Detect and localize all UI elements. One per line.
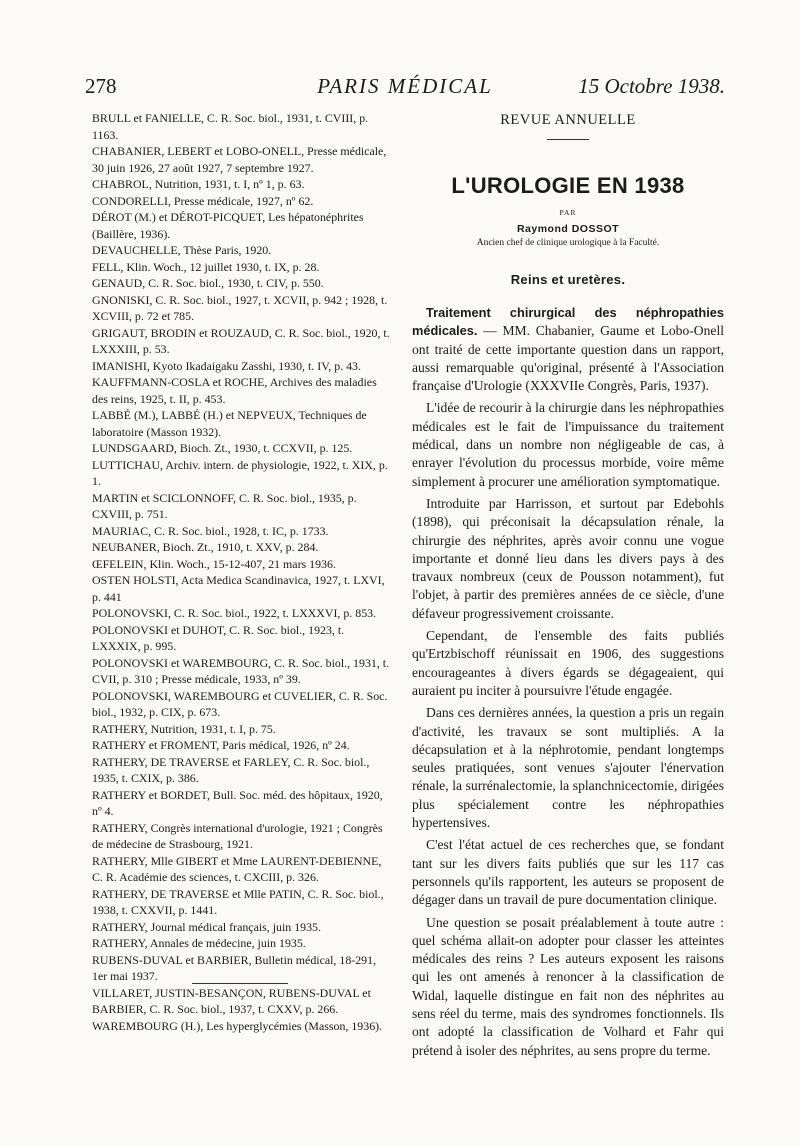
article-title: L'UROLOGIE EN 1938 [451,173,685,198]
reference-item: MARTIN et SCICLONNOFF, C. R. Soc. biol., 1935, p. CXVIII, p. 751. [92,490,357,521]
reference-item: CHABROL, Nutrition, 1931, t. I, nº 1, p. 63. [92,177,305,191]
reference-item: IMANISHI, Kyoto Ikadaigaku Zasshi, 1930, t. IV, p. 43. [92,358,361,373]
reference-item: RATHERY, Congrès international d'urologie, 1921 ; Congrès de médecine de Strasbourg, 1921. [92,820,383,851]
reference-item: GRIGAUT, BRODIN et ROUZAUD, C. R. Soc. biol., 1920, t. LXXXIII, p. 53. [92,325,390,356]
page-number: 278 [85,74,117,98]
reference-item: RATHERY, DE TRAVERSE et Mlle PATIN, C. R. Soc. biol., 1938, t. CXXVII, p. 1441. [92,886,384,917]
reference-item: RUBENS-DUVAL et BARBIER, Bulletin médical, 18-291, 1er mai 1937. [92,952,377,983]
reference-item: FELL, Klin. Woch., 12 juillet 1930, t. IX, p. 28. [92,259,320,274]
reference-item: RATHERY et FROMENT, Paris médical, 1926, nº 24. [92,738,350,752]
reference-item: NEUBANER, Bioch. Zt., 1910, t. XXV, p. 284. [92,540,319,554]
references-column [92,110,392,1034]
page-header [85,74,725,104]
reference-item: MAURIAC, C. R. Soc. biol., 1928, t. IC, p. 1733. [92,523,329,538]
author-name: Raymond DOSSOT [516,223,620,235]
reference-item: RATHERY, DE TRAVERSE et FARLEY, C. R. Soc. biol., 1935, t. CXIX, p. 386. [92,754,370,785]
reference-item: DÉROT (M.) et DÉROT-PICQUET, Les hépatonéphrites (Baillère, 1936). [92,210,364,241]
reference-item: WAREMBOURG (H.), Les hyperglycémies (Masson, 1936). [92,1018,383,1033]
reference-item: POLONOVSKI et DUHOT, C. R. Soc. biol., 1923, t. LXXXIX, p. 995. [92,622,345,653]
references-end-divider [192,983,288,984]
issue-date: 15 Octobre 1938. [578,74,725,98]
paragraph: Introduite par Harrisson, et surtout par Edebohls (1898), qui préconisait la décapsulation rénale, la chirurgie des néphrites, après avoir connu une vogue importante et donné lieu dans les divers pays à des travaux nombreux (ceux de Pousson notamment), fut l'objet, à partir des premières années de ce siècle, d'une défaveur progressivement croissante. [412,495,724,621]
reference-item: RATHERY, Journal médical français, juin 1935. [92,919,321,934]
reference-item: ŒFELEIN, Klin. Woch., 15-12-407, 21 mars 1936. [92,556,336,571]
section-heading: Reins et uretères. [510,272,626,287]
reference-item: CHABANIER, LEBERT et LOBO-ONELL, Presse médicale, 30 juin 1926, 27 août 1927, 7 septembre 1927. [92,144,387,175]
reference-item: RATHERY, Mlle GIBERT et Mme LAURENT-DEBIENNE, C. R. Académie des sciences, t. CXCIII, p. 326. [92,853,382,884]
reference-item: DEVAUCHELLE, Thèse Paris, 1920. [92,243,272,257]
paragraph-lead: Traitement chirurgical des néphropathies médicales. [412,305,724,339]
rubric-divider [547,139,589,140]
reference-item: POLONOVSKI, WAREMBOURG et CUVELIER, C. R. Soc. biol., 1932, p. CIX, p. 673. [92,688,388,719]
paragraph: L'idée de recourir à la chirurgie dans les néphropathies médicales est le fait de l'impuissance du traitement médical, dans un nombre non négligeable de cas, à enrayer l'évolution du processus morbide, voire même simplement à procurer une amélioration symptomatique. [412,400,724,489]
paragraph: Cependant, de l'ensemble des faits publiés qu'Ertzbischoff réunissait en 1906, des suggestions encourageantes à divers égards se dégageaient, qui auraient pu inciter à poursuivre l'étude engagée. [412,628,724,698]
by-label: PAR [559,208,577,217]
paragraph: C'est l'état actuel de ces recherches que, se fondant tant sur les divers faits publiés que sur les 117 cas personnels qu'ils rapportent, les auteurs se proposent de dégager dans un travail de pure documentation clinique. [412,837,724,908]
reference-item: POLONOVSKI et WAREMBOURG, C. R. Soc. biol., 1931, t. CVII, p. 310 ; Presse médicale, 1933, nº 39. [92,655,390,686]
rubric-heading: REVUE ANNUELLE [500,112,636,128]
article-column [412,110,724,1064]
reference-item: OSTEN HOLSTI, Acta Medica Scandinavica, 1927, t. LXVI, p. 441 [92,573,385,604]
reference-item: BRULL et FANIELLE, C. R. Soc. biol., 1931, t. CVIII, p. 1163. [92,111,369,142]
article-body [412,304,724,1060]
reference-item: POLONOVSKI, C. R. Soc. biol., 1922, t. LXXXVI, p. 853. [92,606,377,620]
reference-item: LUTTICHAU, Archiv. intern. de physiologie, 1922, t. XIX, p. 1. [92,457,388,488]
reference-item: GENAUD, C. R. Soc. biol., 1930, t. CIV, p. 550. [92,276,324,290]
paragraph-text: — MM. Chabanier, Gaume et Lobo-Onell ont traité de cette importante question dans un rapport, aussi remarquable qu'original, présenté à l'Association française d'Urologie (XXXVIIe Congrès, Paris, 1937). [412,323,724,394]
reference-item: RATHERY, Annales de médecine, juin 1935. [92,936,306,950]
reference-item: CONDORELLI, Presse médicale, 1927, nº 62. [92,193,314,208]
paragraph: Une question se posait préalablement à toute autre : quel schéma allait-on adopter pour classer les atteintes médicales des reins ? Les auteurs exposent les raisons qui les ont amenés à renoncer à la classification de Widal, laquelle distingue en fait non des néphrites au sens réel du terme, mais des syndromes fonctionnels. Ils ont adopté la classification de Volhard et Fahr qui prétend à isoler des néphrites, au sens propre du terme. [412,914,724,1058]
reference-item: GNONISKI, C. R. Soc. biol., 1927, t. XCVII, p. 942 ; 1928, t. XCVIII, p. 72 et 785. [92,292,388,323]
reference-item: RATHERY et BORDET, Bull. Soc. méd. des hôpitaux, 1920, nº 4. [92,787,383,818]
reference-item: LABBÉ (M.), LABBÉ (H.) et NEPVEUX, Techniques de laboratoire (Masson 1932). [92,408,367,439]
reference-item: LUNDSGAARD, Bioch. Zt., 1930, t. CCXVII, p. 125. [92,441,353,455]
reference-item: VILLARET, JUSTIN-BESANÇON, RUBENS-DUVAL et BARBIER, C. R. Soc. biol., 1937, t. CXXV, p. 266. [92,985,371,1016]
reference-item: RATHERY, Nutrition, 1931, t. I, p. 75. [92,721,276,736]
author-affiliation: Ancien chef de clinique urologique à la Faculté. [476,238,660,248]
paragraph [412,304,724,395]
journal-title: PARIS MÉDICAL [317,74,493,98]
paragraph: Dans ces dernières années, la question a pris un regain d'activité, les travaux se sont multipliés. A la décapsulation et à la néphrotomie, pendant longtemps seules pratiquées, sont venues s'ajouter l'énervation rénale, la surrénalectomie, la splanchnicectomie, dirigées plus spécialement contre les néphropathies hypertensives. [412,705,724,831]
reference-item: KAUFFMANN-COSLA et ROCHE, Archives des maladies des reins, 1925, t. II, p. 453. [92,375,377,406]
